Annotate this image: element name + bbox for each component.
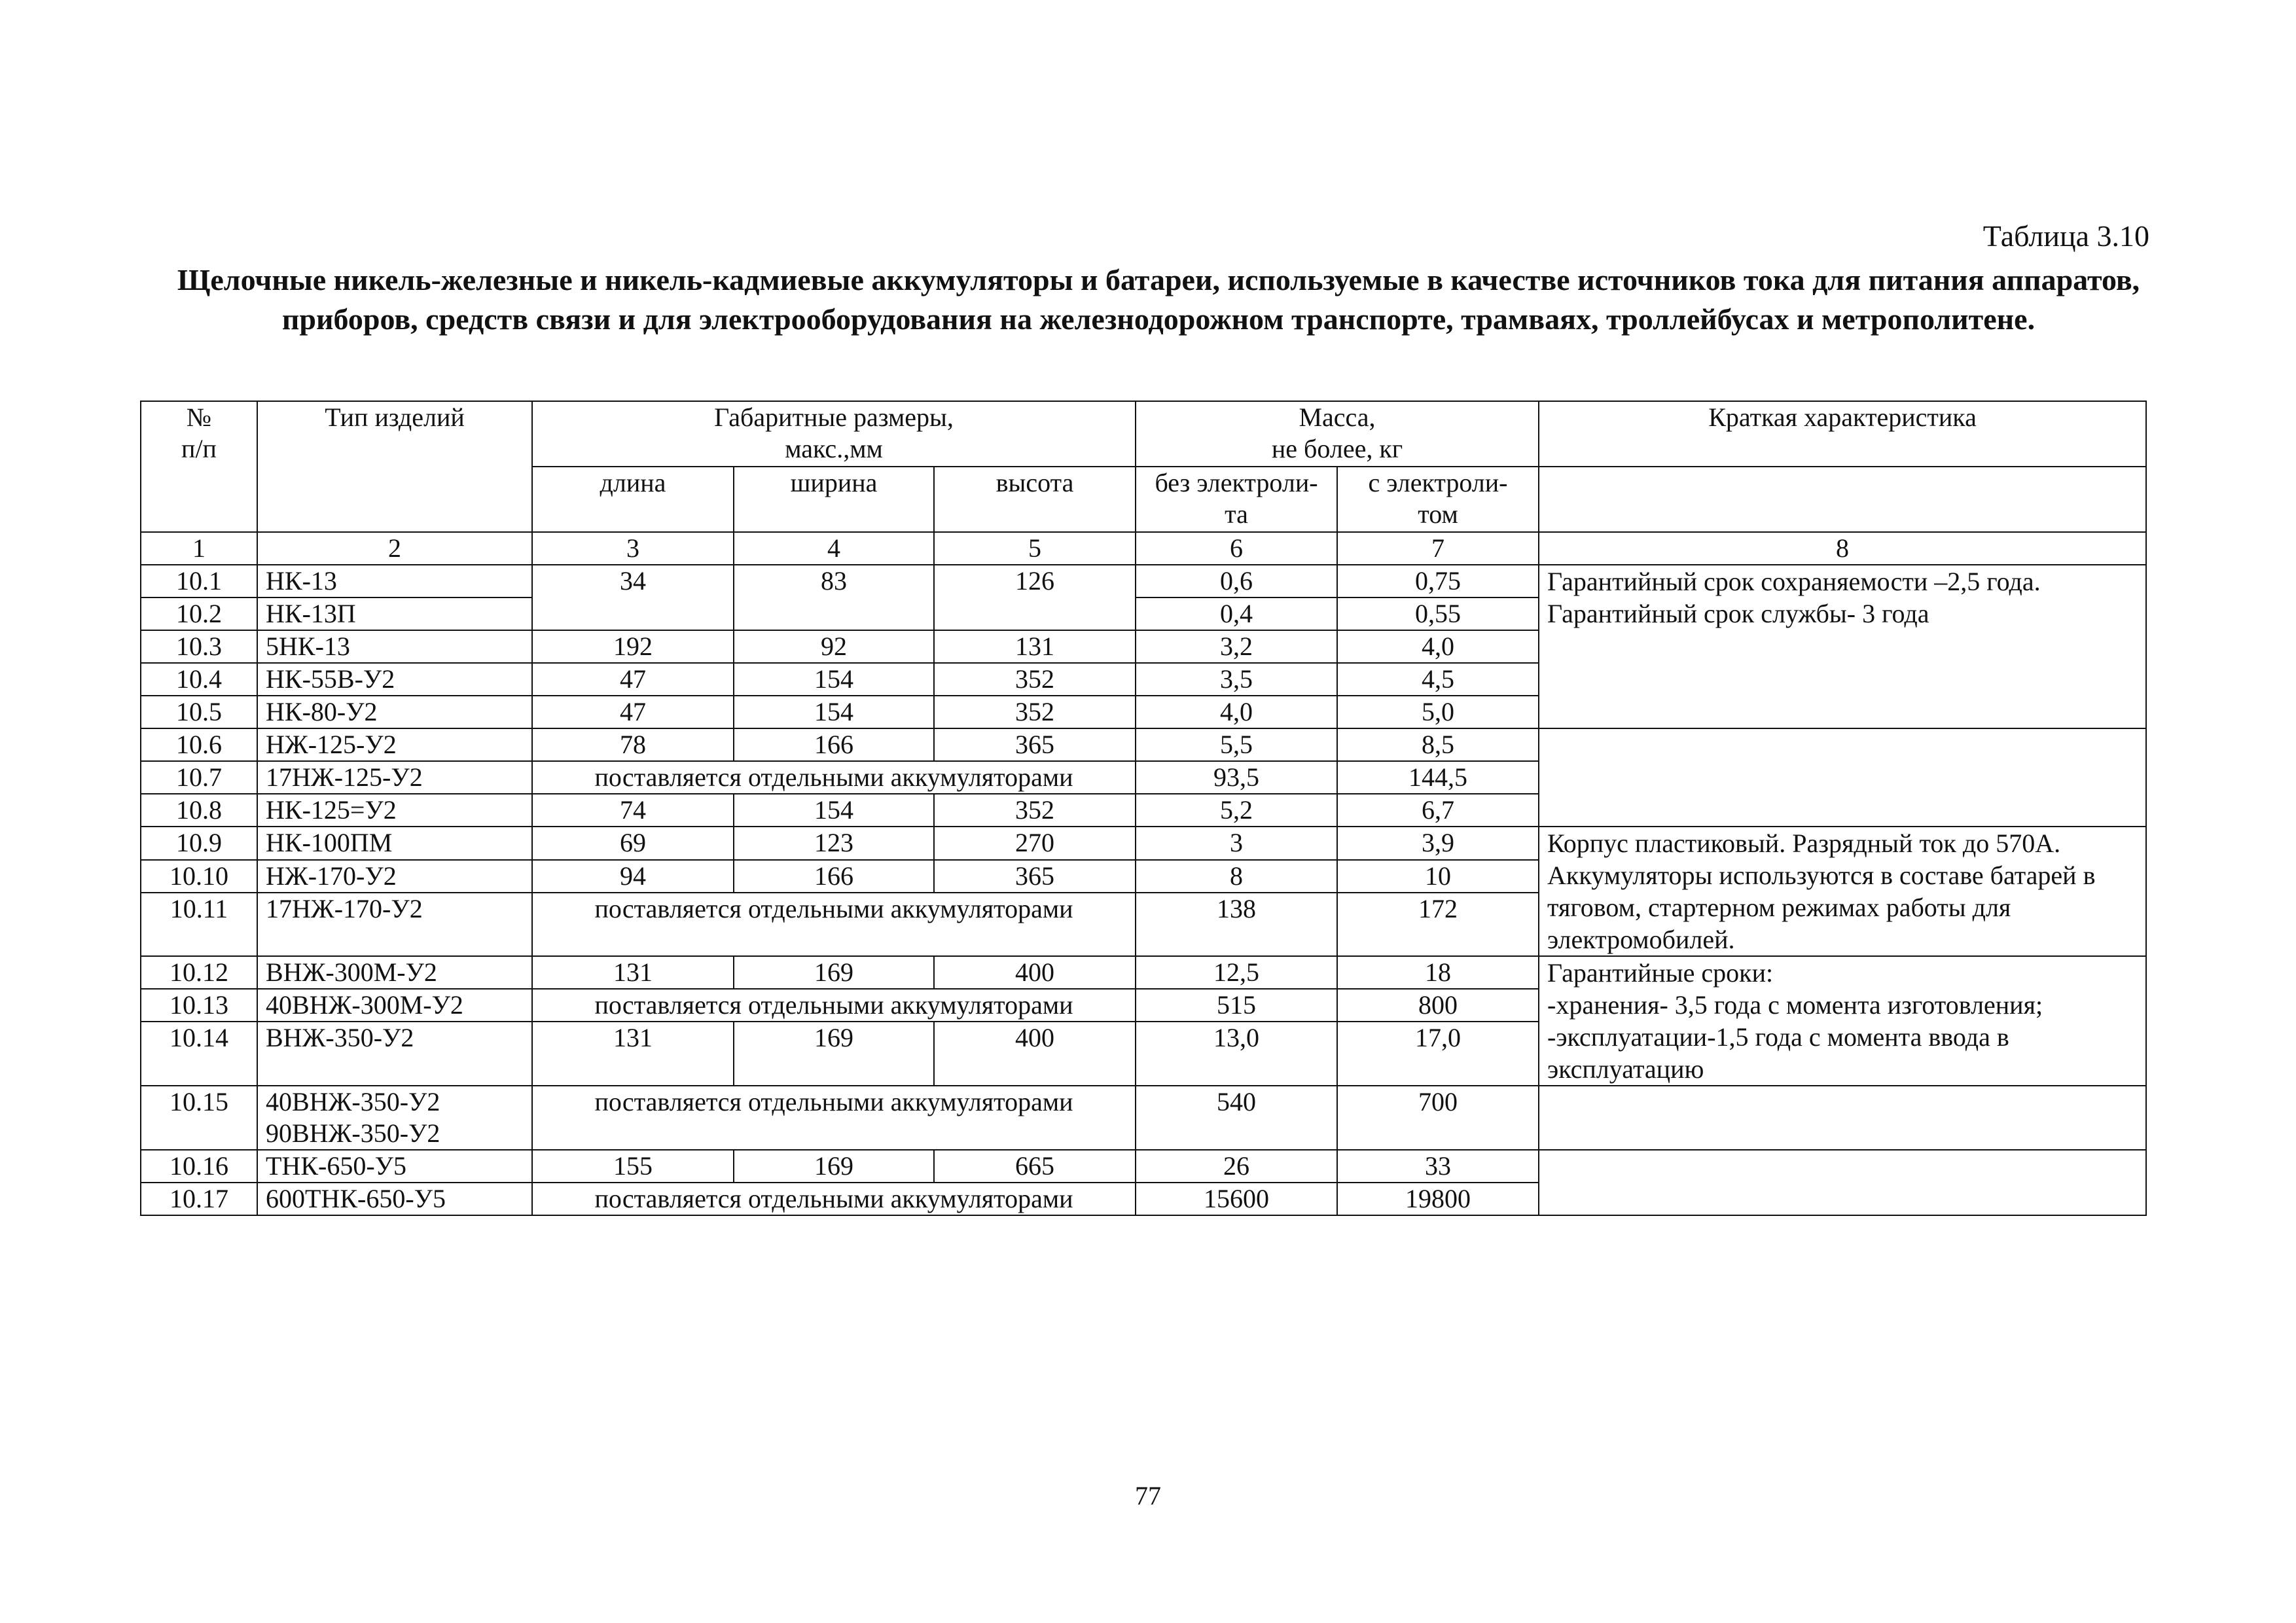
header-width: ширина xyxy=(734,467,934,532)
row-num: 10.7 xyxy=(141,761,257,794)
row-mass-no: 138 xyxy=(1136,893,1337,956)
row-num: 10.17 xyxy=(141,1183,257,1215)
note-warranty-terms: Гарантийные сроки: -хранения- 3,5 года с момента изготовления; -эксплуатации-1,5 года с момента ввода в эксплуатацию xyxy=(1539,956,2146,1086)
row-mass-no: 3,2 xyxy=(1136,630,1337,663)
col-num-4: 4 xyxy=(734,532,934,565)
row-mass-no: 4,0 xyxy=(1136,696,1337,728)
row-length: 69 xyxy=(532,827,734,860)
row-mass-no: 5,5 xyxy=(1136,728,1337,761)
row-height: 352 xyxy=(934,794,1136,827)
col-num-8: 8 xyxy=(1539,532,2146,565)
row-width: 169 xyxy=(734,956,934,989)
row-mass-with: 6,7 xyxy=(1337,794,1539,827)
row-length xyxy=(532,597,734,630)
row-mass-no: 12,5 xyxy=(1136,956,1337,989)
table-row xyxy=(141,1086,2146,1150)
row-type: ТНК-650-У5 xyxy=(257,1150,532,1183)
row-length: 47 xyxy=(532,696,734,728)
note-warranty: Гарантийный срок сохраняемости –2,5 года. Гарантийный срок службы- 3 года xyxy=(1539,565,2146,728)
row-mass-no: 540 xyxy=(1136,1086,1337,1150)
header-mass: Масса, не более, кг xyxy=(1136,401,1539,467)
row-type: ВНЖ-350-У2 xyxy=(257,1022,532,1086)
row-width: 154 xyxy=(734,663,934,696)
row-mass-no: 93,5 xyxy=(1136,761,1337,794)
row-height: 665 xyxy=(934,1150,1136,1183)
row-width: 154 xyxy=(734,794,934,827)
row-type: 600ТНК-650-У5 xyxy=(257,1183,532,1215)
col-num-1: 1 xyxy=(141,532,257,565)
row-length: 47 xyxy=(532,663,734,696)
row-mass-with: 33 xyxy=(1337,1150,1539,1183)
header-desc: Краткая характеристика xyxy=(1539,401,2146,467)
row-mass-no: 3 xyxy=(1136,827,1337,860)
row-width: 169 xyxy=(734,1150,934,1183)
row-mass-no: 0,4 xyxy=(1136,597,1337,630)
row-num: 10.4 xyxy=(141,663,257,696)
row-height: 400 xyxy=(934,956,1136,989)
row-height: 352 xyxy=(934,696,1136,728)
row-length: 94 xyxy=(532,860,734,893)
column-numbers-row xyxy=(141,532,2146,565)
row-width xyxy=(734,597,934,630)
row-type: НК-125=У2 xyxy=(257,794,532,827)
row-length: 34 xyxy=(532,565,734,597)
row-height: 400 xyxy=(934,1022,1136,1086)
row-num: 10.13 xyxy=(141,989,257,1022)
col-num-3: 3 xyxy=(532,532,734,565)
row-length: 155 xyxy=(532,1150,734,1183)
row-num: 10.14 xyxy=(141,1022,257,1086)
row-mass-no: 8 xyxy=(1136,860,1337,893)
row-type: НК-55В-У2 xyxy=(257,663,532,696)
row-width: 123 xyxy=(734,827,934,860)
col-num-5: 5 xyxy=(934,532,1136,565)
row-height: 131 xyxy=(934,630,1136,663)
row-num: 10.10 xyxy=(141,860,257,893)
row-length: 192 xyxy=(532,630,734,663)
table-row xyxy=(141,565,2146,597)
row-mass-with: 17,0 xyxy=(1337,1022,1539,1086)
row-mass-with: 19800 xyxy=(1337,1183,1539,1215)
row-type: ВНЖ-300М-У2 xyxy=(257,956,532,989)
table-row xyxy=(141,827,2146,860)
page-number: 77 xyxy=(1135,1481,1161,1510)
row-height: 365 xyxy=(934,728,1136,761)
header-height: высота xyxy=(934,467,1136,532)
row-mass-with: 0,75 xyxy=(1337,565,1539,597)
row-num: 10.3 xyxy=(141,630,257,663)
row-type: НК-100ПМ xyxy=(257,827,532,860)
header-dims: Габаритные размеры, макс.,мм xyxy=(532,401,1136,467)
row-width: 92 xyxy=(734,630,934,663)
row-supplied-separately: поставляется отдельными аккумуляторами xyxy=(532,989,1136,1022)
row-width: 154 xyxy=(734,696,934,728)
row-num: 10.12 xyxy=(141,956,257,989)
row-mass-no: 26 xyxy=(1136,1150,1337,1183)
row-mass-no: 0,6 xyxy=(1136,565,1337,597)
row-mass-with: 172 xyxy=(1337,893,1539,956)
row-mass-with: 800 xyxy=(1337,989,1539,1022)
table-row xyxy=(141,956,2146,989)
row-width: 83 xyxy=(734,565,934,597)
header-length: длина xyxy=(532,467,734,532)
row-mass-with: 4,0 xyxy=(1337,630,1539,663)
row-num: 10.9 xyxy=(141,827,257,860)
row-num: 10.11 xyxy=(141,893,257,956)
row-num: 10.5 xyxy=(141,696,257,728)
header-num: № п/п xyxy=(141,401,257,532)
row-mass-with: 4,5 xyxy=(1337,663,1539,696)
row-type: 5НК-13 xyxy=(257,630,532,663)
row-num: 10.16 xyxy=(141,1150,257,1183)
note-plastic-case: Корпус пластиковый. Разрядный ток до 570А. Аккумуляторы используются в составе батарей в тяговом, стартерном режимах работы для электромобилей. xyxy=(1539,827,2146,956)
header-row-1 xyxy=(141,401,2146,467)
row-type: НК-13 xyxy=(257,565,532,597)
row-height: 126 xyxy=(934,565,1136,597)
row-length: 131 xyxy=(532,956,734,989)
table-row xyxy=(141,728,2146,761)
row-type: НК-13П xyxy=(257,597,532,630)
header-desc-sub xyxy=(1539,467,2146,532)
row-mass-with: 8,5 xyxy=(1337,728,1539,761)
row-num: 10.15 xyxy=(141,1086,257,1150)
note-empty xyxy=(1539,1086,2146,1150)
row-type: 40ВНЖ-300М-У2 xyxy=(257,989,532,1022)
note-empty xyxy=(1539,1150,2146,1215)
row-type: НЖ-125-У2 xyxy=(257,728,532,761)
row-num: 10.8 xyxy=(141,794,257,827)
row-supplied-separately: поставляется отдельными аккумуляторами xyxy=(532,1183,1136,1215)
row-length: 131 xyxy=(532,1022,734,1086)
row-mass-no: 3,5 xyxy=(1136,663,1337,696)
table-title: Щелочные никель-железные и никель-кадмиевые аккумуляторы и батареи, используемые в качестве источников тока для питания аппаратов, приборов, средств связи и для электрооборудования на железнодорожном транспорте, трамваях, троллейбусах и метрополитене. xyxy=(177,263,2140,336)
row-type: 40ВНЖ-350-У2 90ВНЖ-350-У2 xyxy=(257,1086,532,1150)
table-row xyxy=(141,1150,2146,1183)
row-width: 166 xyxy=(734,860,934,893)
row-type: 17НЖ-125-У2 xyxy=(257,761,532,794)
row-supplied-separately: поставляется отдельными аккумуляторами xyxy=(532,893,1136,956)
row-mass-with: 0,55 xyxy=(1337,597,1539,630)
battery-table xyxy=(140,401,2147,1216)
row-mass-with: 18 xyxy=(1337,956,1539,989)
row-type: НК-80-У2 xyxy=(257,696,532,728)
row-type: 17НЖ-170-У2 xyxy=(257,893,532,956)
col-num-2: 2 xyxy=(257,532,532,565)
row-width: 169 xyxy=(734,1022,934,1086)
table-label: Таблица 3.10 xyxy=(1982,219,2149,253)
row-mass-no: 15600 xyxy=(1136,1183,1337,1215)
row-mass-with: 5,0 xyxy=(1337,696,1539,728)
row-type: НЖ-170-У2 xyxy=(257,860,532,893)
col-num-7: 7 xyxy=(1337,532,1539,565)
row-height: 270 xyxy=(934,827,1136,860)
row-mass-with: 3,9 xyxy=(1337,827,1539,860)
row-mass-no: 13,0 xyxy=(1136,1022,1337,1086)
header-mass-with-electrolyte: с электроли- том xyxy=(1337,467,1539,532)
row-num: 10.1 xyxy=(141,565,257,597)
row-height: 365 xyxy=(934,860,1136,893)
header-type: Тип изделий xyxy=(257,401,532,532)
row-width: 166 xyxy=(734,728,934,761)
row-mass-with: 144,5 xyxy=(1337,761,1539,794)
header-mass-no-electrolyte: без электроли-та xyxy=(1136,467,1337,532)
row-length: 78 xyxy=(532,728,734,761)
row-mass-with: 700 xyxy=(1337,1086,1539,1150)
row-mass-with: 10 xyxy=(1337,860,1539,893)
row-mass-no: 5,2 xyxy=(1136,794,1337,827)
row-height: 352 xyxy=(934,663,1136,696)
row-supplied-separately: поставляется отдельными аккумуляторами xyxy=(532,761,1136,794)
row-num: 10.6 xyxy=(141,728,257,761)
row-num: 10.2 xyxy=(141,597,257,630)
row-mass-no: 515 xyxy=(1136,989,1337,1022)
row-supplied-separately: поставляется отдельными аккумуляторами xyxy=(532,1086,1136,1150)
row-height xyxy=(934,597,1136,630)
note-empty xyxy=(1539,728,2146,827)
row-length: 74 xyxy=(532,794,734,827)
col-num-6: 6 xyxy=(1136,532,1337,565)
